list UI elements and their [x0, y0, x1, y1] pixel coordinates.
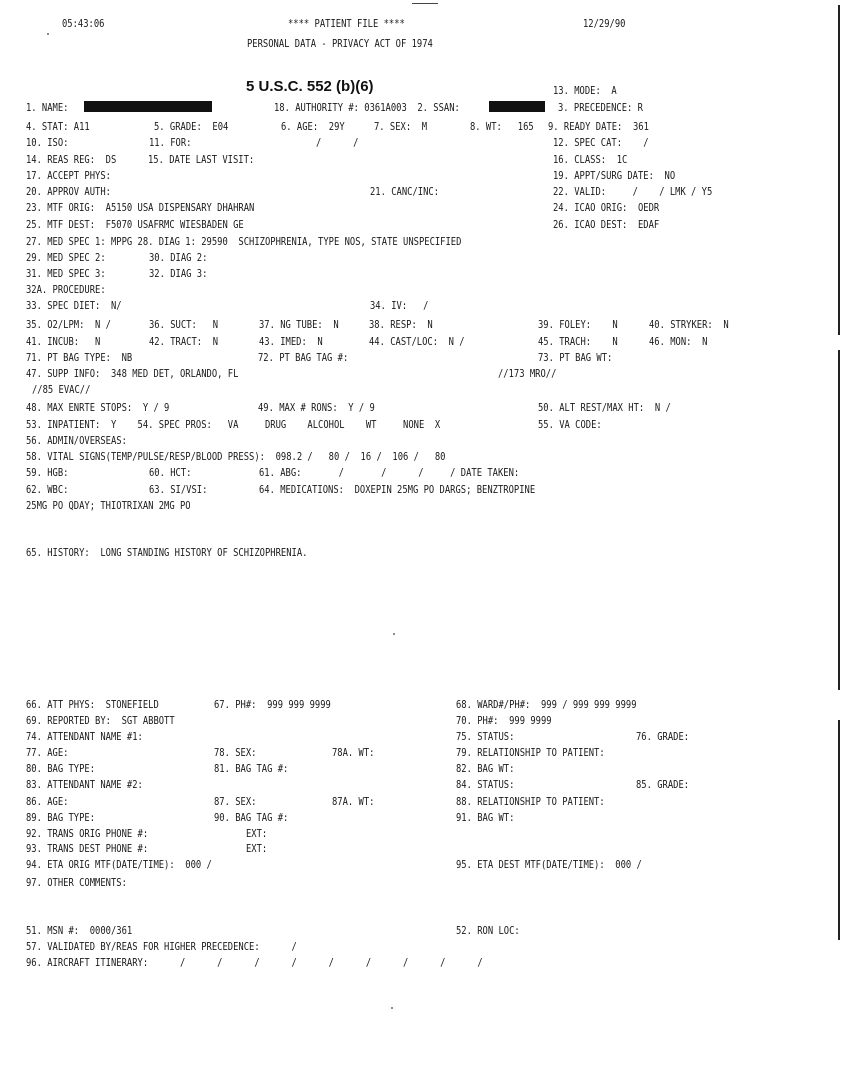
field-attendant-2-bag-tag: 90. BAG TAG #: — [214, 812, 289, 824]
field-vital-signs: 58. VITAL SIGNS(TEMP/PULSE/RESP/BLOOD PRESS): 098.2 / 80 / 16 / 106 / 80 — [26, 451, 446, 463]
field-eta-dest-mtf: 95. ETA DEST MTF(DATE/TIME): 000 / — [456, 859, 642, 871]
field-mode: 13. MODE: A — [553, 85, 617, 97]
field-trans-dest-phone: 93. TRANS DEST PHONE #: — [26, 843, 149, 855]
field-max-rons: 49. MAX # RONS: Y / 9 — [258, 402, 375, 414]
field-med-spec-2: 29. MED SPEC 2: — [26, 252, 106, 264]
field-hct: 60. HCT: — [149, 467, 192, 479]
field-resp: 38. RESP: N — [369, 319, 433, 331]
field-reporter-phone: 70. PH#: 999 9999 — [456, 715, 552, 727]
field-icao-orig: 24. ICAO ORIG: OEDR — [553, 202, 660, 214]
field-va-code: 55. VA CODE: — [538, 419, 602, 431]
field-ron-loc: 52. RON LOC: — [456, 925, 520, 937]
field-canc-inc: 21. CANC/INC: — [370, 186, 440, 198]
scan-edge-lower — [838, 720, 840, 940]
field-attendant-1-bag-type: 80. BAG TYPE: — [26, 763, 96, 775]
redaction-ssan — [489, 101, 545, 112]
field-appt-surg-date: 19. APPT/SURG DATE: NO — [553, 170, 676, 182]
field-cast-loc: 44. CAST/LOC: N / — [369, 336, 465, 348]
top-rule — [412, 3, 438, 4]
scan-speck — [391, 1007, 393, 1009]
field-attendant-2-bag-wt: 91. BAG WT: — [456, 812, 515, 824]
field-attendant-2-wt: 87A. WT: — [332, 796, 375, 808]
field-iv: 34. IV: / — [370, 300, 429, 312]
field-approv-auth: 20. APPROV AUTH: — [26, 186, 111, 198]
field-iso: 10. ISO: — [26, 137, 69, 149]
field-pt-bag-type: 71. PT BAG TYPE: NB — [26, 352, 133, 364]
field-age: 6. AGE: 29Y — [281, 121, 345, 133]
field-history: 65. HISTORY: LONG STANDING HISTORY OF SCHIZOPHRENIA. — [26, 547, 308, 559]
field-pt-bag-tag: 72. PT BAG TAG #: — [258, 352, 349, 364]
field-validated-by: 57. VALIDATED BY/REAS FOR HIGHER PRECEDENCE: / — [26, 941, 297, 953]
field-attendant-1-status: 75. STATUS: — [456, 731, 515, 743]
field-foley: 39. FOLEY: N — [538, 319, 618, 331]
field-pt-bag-wt: 73. PT BAG WT: — [538, 352, 613, 364]
field-other-comments: 97. OTHER COMMENTS: — [26, 877, 127, 889]
document-subtitle: PERSONAL DATA - PRIVACY ACT OF 1974 — [247, 38, 433, 50]
scan-edge-middle — [838, 350, 840, 690]
field-valid: 22. VALID: / / LMK / Y5 — [553, 186, 713, 198]
field-icao-dest: 26. ICAO DEST: EDAF — [553, 219, 660, 231]
field-attendant-2-grade: 85. GRADE: — [636, 779, 690, 791]
field-eta-orig-mtf: 94. ETA ORIG MTF(DATE/TIME): 000 / — [26, 859, 212, 871]
field-mtf-dest: 25. MTF DEST: F5070 USAFRMC WIESBADEN GE — [26, 219, 244, 231]
scan-speck — [47, 33, 49, 35]
field-med-spec-1: 27. MED SPEC 1: MPPG 28. DIAG 1: 29590 SCHIZOPHRENIA, TYPE NOS, STATE UNSPECIFIED — [26, 236, 462, 248]
field-stat: 4. STAT: A11 — [26, 121, 90, 133]
field-stryker: 40. STRYKER: N — [649, 319, 729, 331]
field-attendant-2-name: 83. ATTENDANT NAME #2: — [26, 779, 143, 791]
field-attendant-1-name: 74. ATTENDANT NAME #1: — [26, 731, 143, 743]
field-supp-info: 47. SUPP INFO: 348 MED DET, ORLANDO, FL — [26, 368, 239, 380]
field-mtf-orig: 23. MTF ORIG: A5150 USA DISPENSARY DHAHRAN — [26, 202, 255, 214]
print-date: 12/29/90 — [583, 18, 626, 30]
field-attendant-1-wt: 78A. WT: — [332, 747, 375, 759]
field-imed: 43. IMED: N — [259, 336, 323, 348]
field-attendant-1-bag-tag: 81. BAG TAG #: — [214, 763, 289, 775]
field-attendant-2-status: 84. STATUS: — [456, 779, 515, 791]
field-trans-orig-phone: 92. TRANS ORIG PHONE #: — [26, 828, 149, 840]
field-reported-by: 69. REPORTED BY: SGT ABBOTT — [26, 715, 175, 727]
field-attendant-1-sex: 78. SEX: — [214, 747, 257, 759]
field-hgb: 59. HGB: — [26, 467, 69, 479]
field-date-last-visit: 15. DATE LAST VISIT: — [148, 154, 255, 166]
field-incub: 41. INCUB: N — [26, 336, 101, 348]
scan-edge-upper — [838, 5, 840, 335]
document-title: **** PATIENT FILE **** — [288, 18, 405, 30]
field-att-phys: 66. ATT PHYS: STONEFIELD — [26, 699, 159, 711]
field-abg: 61. ABG: / / / / DATE TAKEN: — [259, 467, 520, 479]
field-ng-tube: 37. NG TUBE: N — [259, 319, 339, 331]
field-attendant-2-age: 86. AGE: — [26, 796, 69, 808]
field-o2-lpm: 35. O2/LPM: N / — [26, 319, 111, 331]
field-sex: 7. SEX: M — [374, 121, 428, 133]
field-mon: 46. MON: N — [649, 336, 708, 348]
field-name: 1. NAME: — [26, 102, 69, 114]
field-max-enrte-stops: 48. MAX ENRTE STOPS: Y / 9 — [26, 402, 170, 414]
field-grade: 5. GRADE: E04 — [154, 121, 229, 133]
field-medications: 64. MEDICATIONS: DOXEPIN 25MG PO DARGS; BENZTROPINE — [259, 484, 536, 496]
field-diag-2: 30. DIAG 2: — [149, 252, 208, 264]
field-si-vsi: 63. SI/VSI: — [149, 484, 208, 496]
scan-speck — [393, 633, 395, 635]
field-aircraft-itinerary: 96. AIRCRAFT ITINERARY: / / / / / / / / / — [26, 957, 483, 969]
field-alt-rest-max-ht: 50. ALT REST/MAX HT: N / — [538, 402, 671, 414]
field-ready-date: 9. READY DATE: 361 — [548, 121, 649, 133]
field-precedence: 3. PRECEDENCE: R — [558, 102, 643, 114]
field-att-phys-phone: 67. PH#: 999 999 9999 — [214, 699, 331, 711]
field-ward-phone: 68. WARD#/PH#: 999 / 999 999 9999 — [456, 699, 637, 711]
field-msn: 51. MSN #: 0000/361 — [26, 925, 133, 937]
field-attendant-2-sex: 87. SEX: — [214, 796, 257, 808]
field-for: 11. FOR: — [149, 137, 192, 149]
field-attendant-1-age: 77. AGE: — [26, 747, 69, 759]
field-for-value: / / — [316, 137, 359, 149]
field-supp-info-mro: //173 MRO// — [498, 368, 557, 380]
field-trach: 45. TRACH: N — [538, 336, 618, 348]
field-supp-info-evac: //85 EVAC// — [32, 384, 91, 396]
field-suct: 36. SUCT: N — [149, 319, 219, 331]
field-attendant-2-relationship: 88. RELATIONSHIP TO PATIENT: — [456, 796, 605, 808]
field-class: 16. CLASS: 1C — [553, 154, 628, 166]
print-time: 05:43:06 — [62, 18, 105, 30]
field-wbc: 62. WBC: — [26, 484, 69, 496]
field-attendant-1-relationship: 79. RELATIONSHIP TO PATIENT: — [456, 747, 605, 759]
field-admin-overseas: 56. ADMIN/OVERSEAS: — [26, 435, 127, 447]
field-authority-ssan: 18. AUTHORITY #: 0361A003 2. SSAN: — [274, 102, 460, 114]
field-medications-continued: 25MG PO QDAY; THIOTRIXAN 2MG PO — [26, 500, 191, 512]
field-tract: 42. TRACT: N — [149, 336, 219, 348]
field-procedure: 32A. PROCEDURE: — [26, 284, 106, 296]
field-diag-3: 32. DIAG 3: — [149, 268, 208, 280]
field-accept-phys: 17. ACCEPT PHYS: — [26, 170, 111, 182]
field-spec-cat: 12. SPEC CAT: / — [553, 137, 649, 149]
field-trans-dest-ext: EXT: — [246, 843, 268, 855]
field-attendant-2-bag-type: 89. BAG TYPE: — [26, 812, 96, 824]
foia-exemption-stamp: 5 U.S.C. 552 (b)(6) — [246, 78, 374, 95]
field-reas-reg: 14. REAS REG: DS — [26, 154, 117, 166]
redaction-name — [84, 101, 212, 112]
field-weight: 8. WT: 165 — [470, 121, 534, 133]
field-spec-diet: 33. SPEC DIET: N/ — [26, 300, 122, 312]
field-med-spec-3: 31. MED SPEC 3: — [26, 268, 106, 280]
field-trans-orig-ext: EXT: — [246, 828, 268, 840]
field-attendant-1-grade: 76. GRADE: — [636, 731, 690, 743]
field-inpatient-spec-pros: 53. INPATIENT: Y 54. SPEC PROS: VA DRUG ALCOHOL WT NONE X — [26, 419, 441, 431]
field-attendant-1-bag-wt: 82. BAG WT: — [456, 763, 515, 775]
